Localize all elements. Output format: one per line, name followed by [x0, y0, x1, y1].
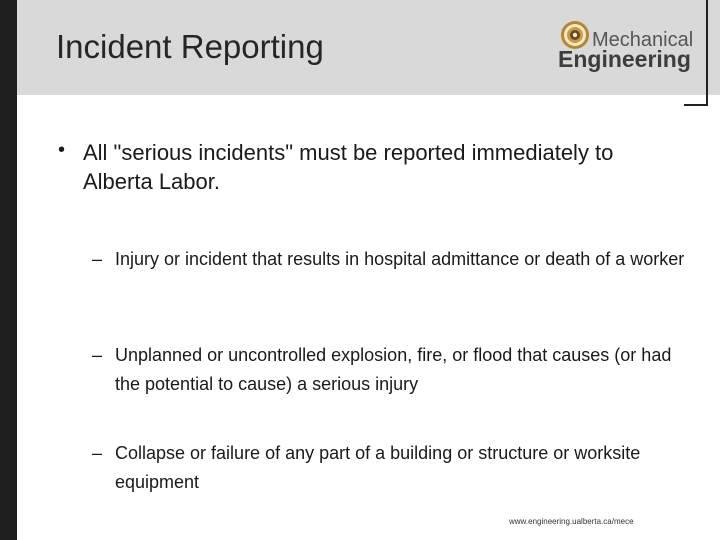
sub-bullet-marker: – — [92, 443, 103, 463]
logo-text-mechanical: Mechanical — [592, 29, 694, 51]
bullet-marker: • — [58, 139, 66, 161]
logo-text-engineering: Engineering — [558, 46, 691, 72]
footer-url-link[interactable]: www.engineering.ualberta.ca/mece — [509, 517, 634, 526]
sub-bullet-text: Injury or incident that results in hospital admittance or death of a worker — [115, 249, 685, 269]
bullet-text: All "serious incidents" must be reported immediately to Alberta Labor. — [83, 140, 614, 194]
sub-bullet-marker: – — [92, 345, 103, 365]
slide-title: Incident Reporting — [56, 28, 324, 65]
sub-bullet-text: Collapse or failure of any part of a building or structure or worksite equipment — [115, 443, 641, 492]
sub-bullet-text: Unplanned or uncontrolled explosion, fire, or flood that causes (or had the potential to cause) a serious injury — [115, 345, 672, 394]
sub-bullet-marker: – — [92, 249, 103, 269]
